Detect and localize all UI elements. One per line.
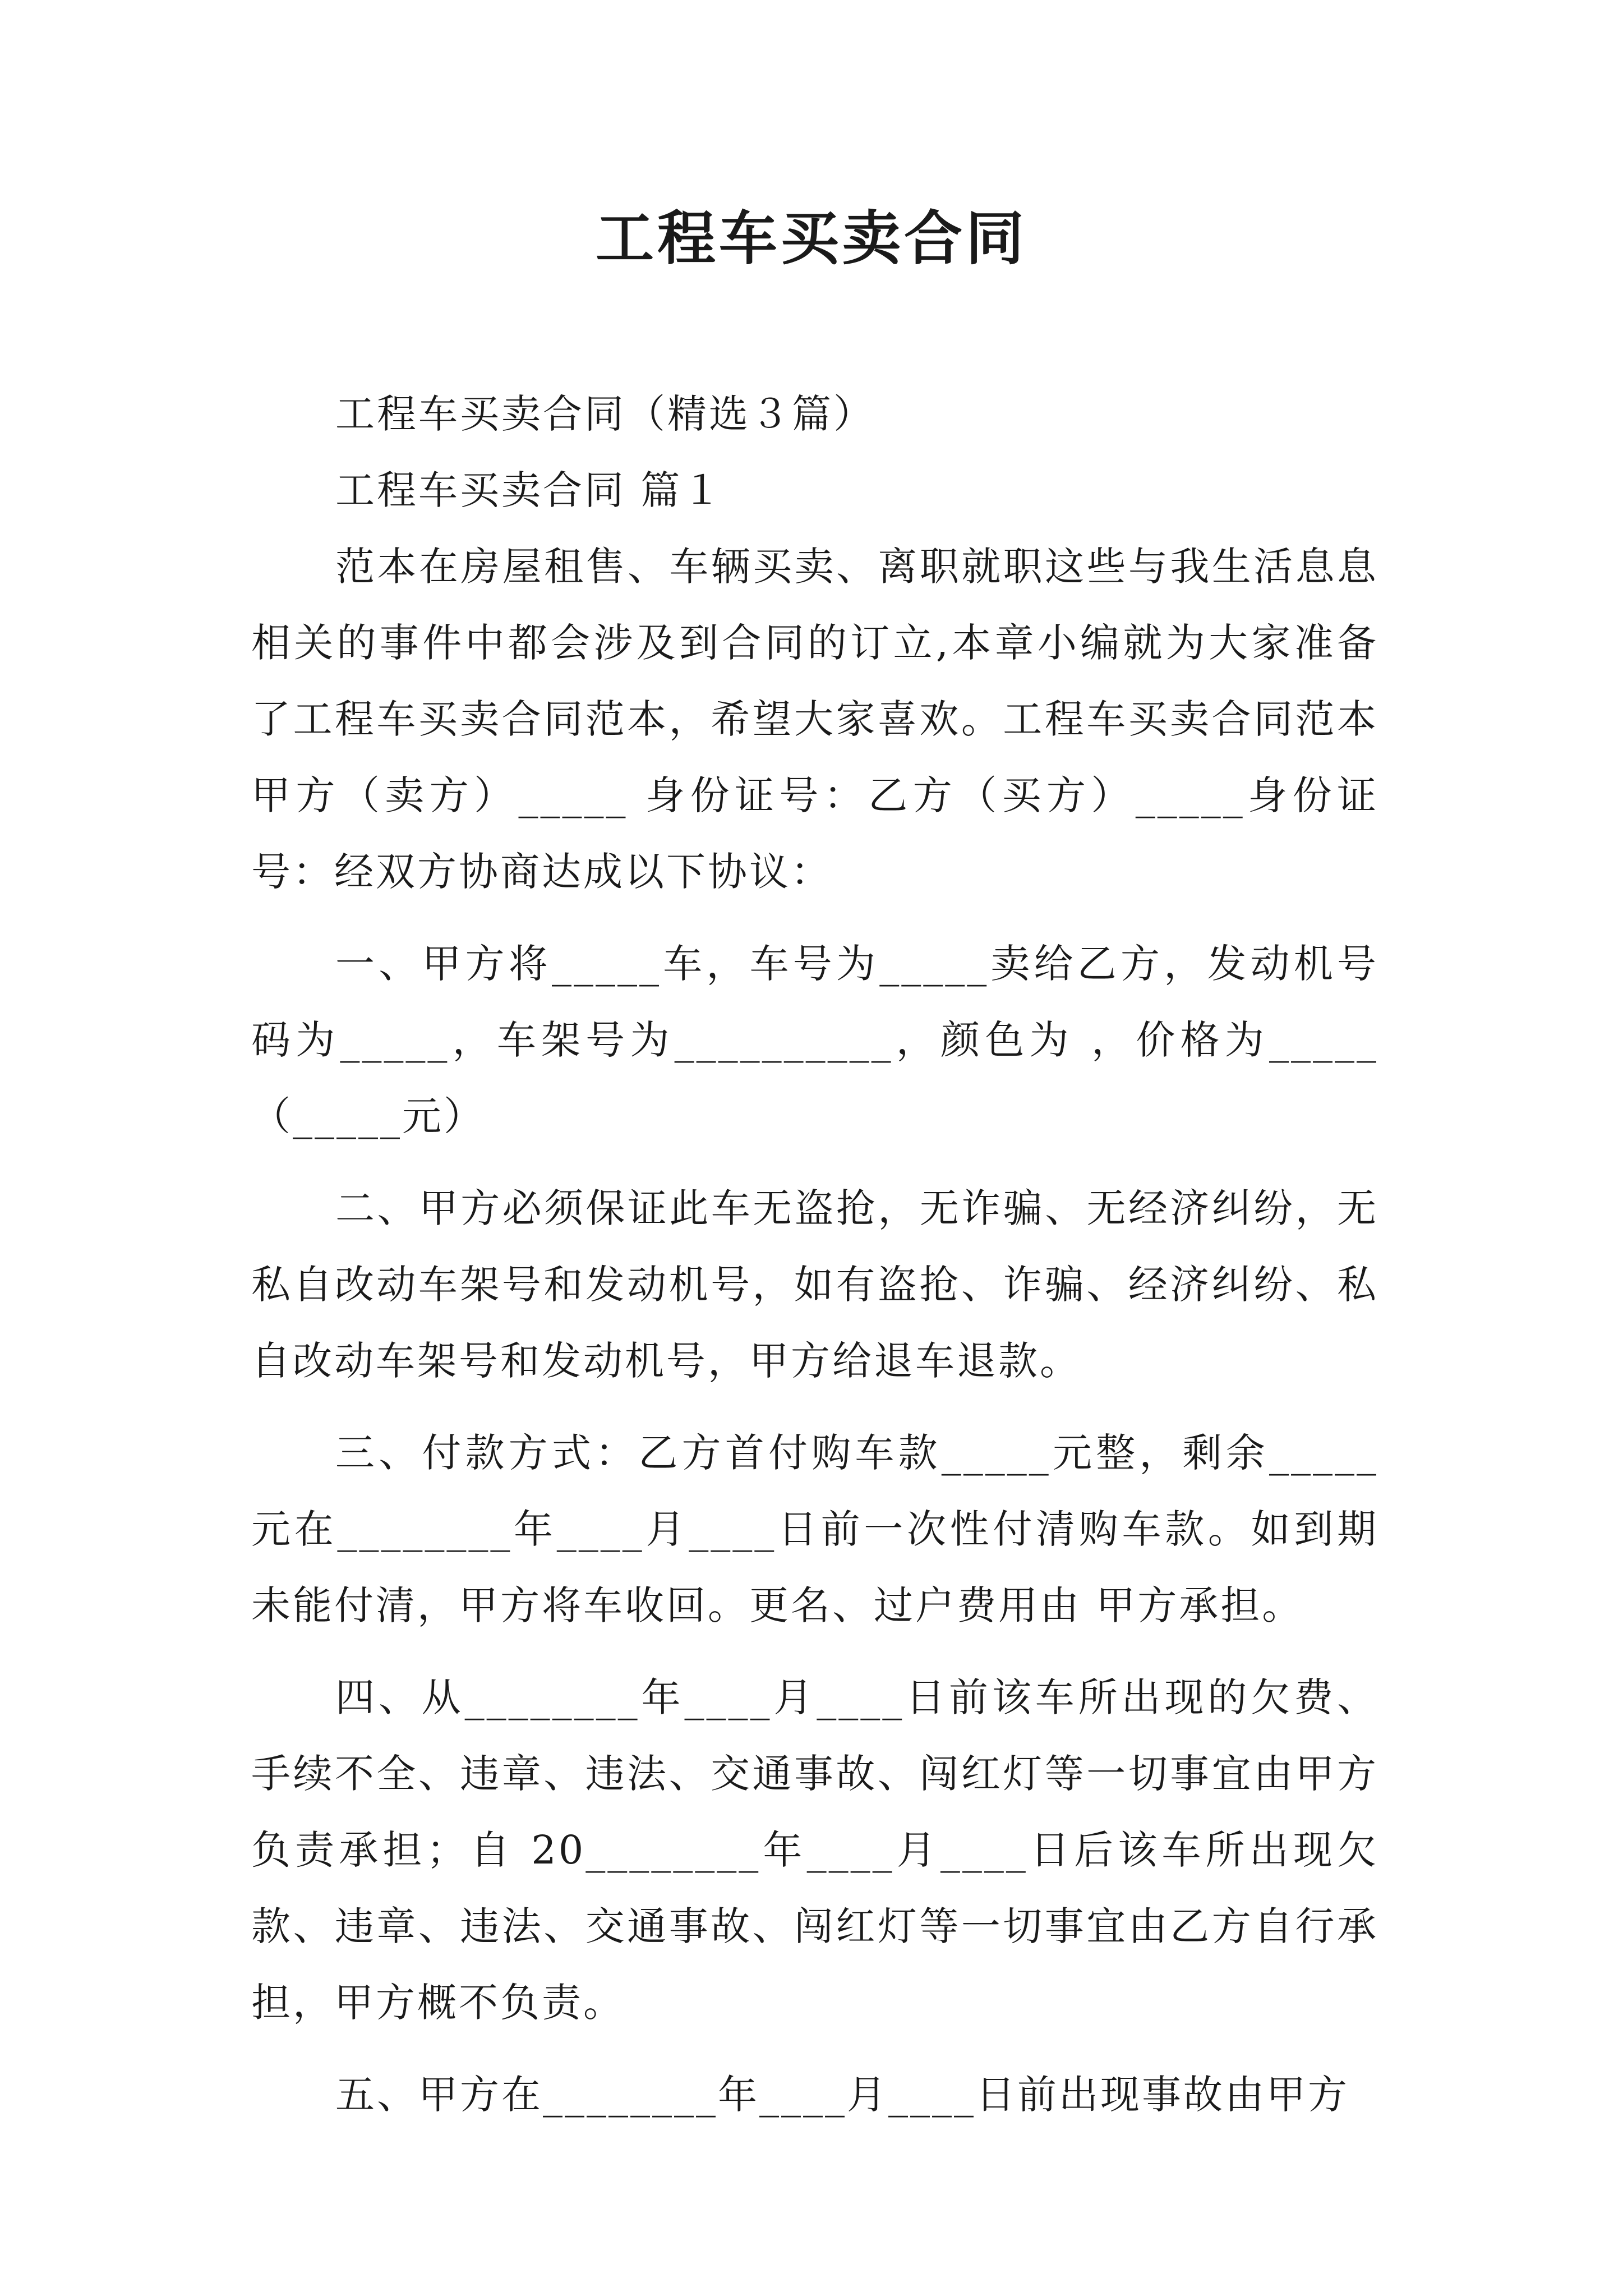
paragraph-clause-3: 三、付款方式：乙方首付购车款_____元整，剩余_____元在________年____月____日前一次性付清购车款。如到期未能付清，甲方将车收回。更名、过户费用由 甲方承担。 — [251, 1430, 1378, 1628]
paragraph-section-heading: 工程车买卖合同 篇１ — [335, 467, 724, 513]
paragraph-clause-5: 五、甲方在________年____月____日前出现事故由甲方 — [335, 2072, 1349, 2118]
paragraph-clause-2: 二、甲方必须保证此车无盗抢，无诈骗、无经济纠纷，无私自改动车架号和发动机号，如有盗抢、诈骗、经济纠纷、私自改动车架号和发动机号，甲方给退车退款。 — [251, 1185, 1378, 1384]
paragraph-clause-4: 四、从________年____月____日前该车所出现的欠费、手续不全、违章、违法、交通事故、闯红灯等一切事宜由甲方负责承担；自 20________年____月____日后该车所出现欠款、违章、违法、交通事故、闯红灯等一切事宜由乙方自行承担，甲方概不负责。 — [251, 1674, 1378, 2026]
paragraph-clause-1: 一、甲方将_____车，车号为_____卖给乙方，发动机号码为_____，车架号为__________，颜色为 ，价格为_____（_____元） — [251, 941, 1379, 1139]
document-title: 工程车买卖合同 — [595, 204, 1027, 273]
paragraph-intro: 范本在房屋租售、车辆买卖、离职就职这些与我生活息息相关的事件中都会涉及到合同的订立,本章小编就为大家准备了工程车买卖合同范本，希望大家喜欢。工程车买卖合同范本甲方（卖方）_____ 身份证号：乙方（买方）_____身份证号：经双方协商达成以下协议： — [251, 544, 1378, 895]
document-body — [251, 376, 1378, 2133]
paragraph-collection-title: 工程车买卖合同（精选３篇） — [335, 391, 875, 437]
